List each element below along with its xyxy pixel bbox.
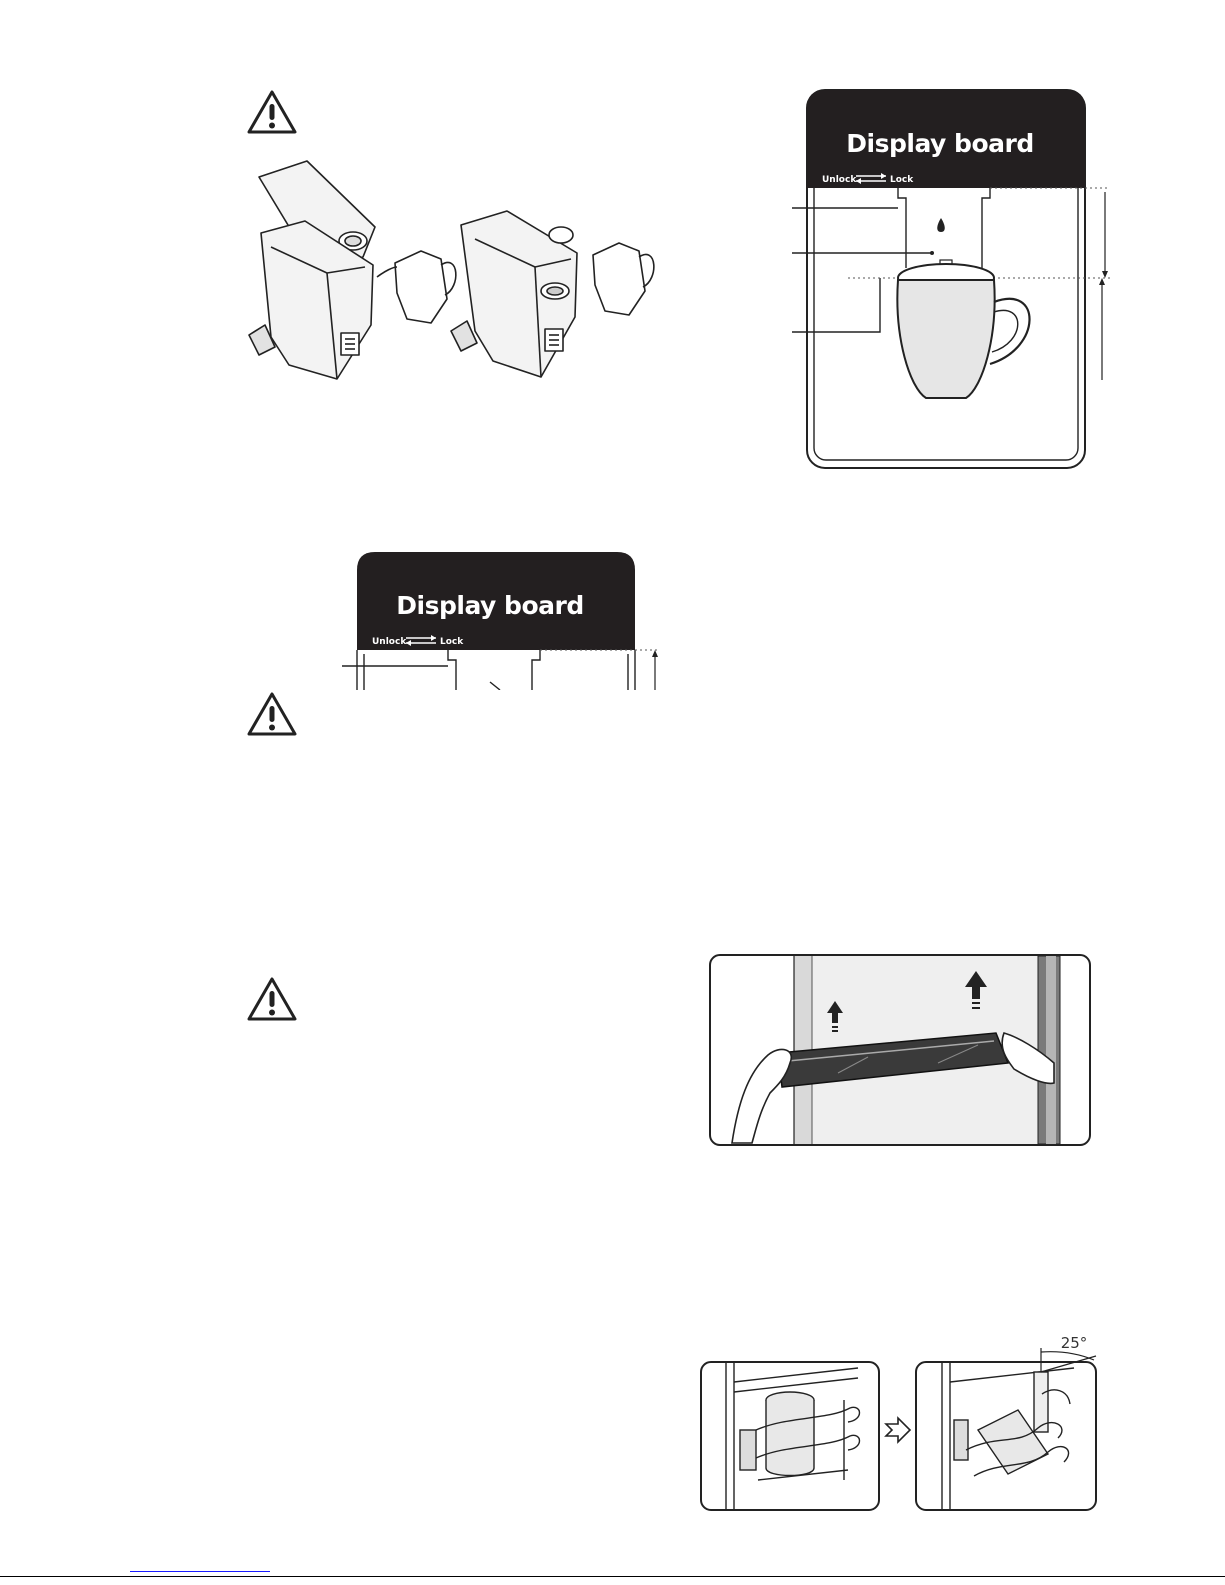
mug-illustration (790, 88, 1120, 472)
warning-icon (246, 690, 298, 738)
lock-label: Lock (440, 637, 464, 647)
water-tank-illustration (245, 155, 665, 395)
shelf-illustration (708, 953, 1093, 1149)
footer-link-underline[interactable] (130, 1571, 270, 1572)
display-board-title: Display board (396, 591, 584, 620)
angle-label: 25° (1060, 1334, 1088, 1352)
lock-label: Lock (890, 175, 914, 185)
display-board-title: Display board (846, 129, 1034, 158)
bottle-holder-illustration (698, 1330, 1100, 1516)
unlock-label: Unlock (372, 637, 407, 647)
display-board-illustration (340, 550, 670, 690)
warning-icon (246, 975, 298, 1023)
warning-icon (246, 88, 298, 136)
unlock-label: Unlock (822, 175, 857, 185)
footer-rule (0, 1576, 1225, 1577)
